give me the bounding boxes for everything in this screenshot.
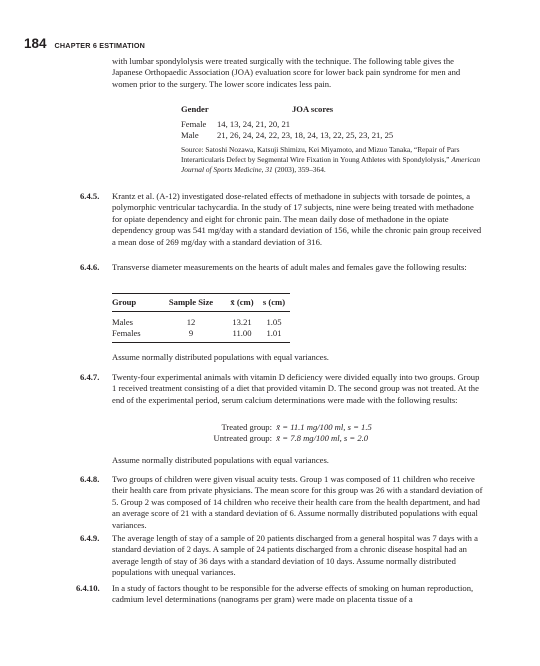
table-row [112,328,290,339]
cell-sd: 1.01 [266,328,282,338]
exercise-text: Twenty-four experimental animals with vitamin D deficiency were divided equally into two groups. Group 1 received treatment consisting of a diet that provided vitamin D. The second group was not treated. At the end of the experimental period, serum calcium determinations were made with the following results: [112,372,480,405]
col-group: Group [112,297,137,307]
joa-scores: 14, 13, 24, 21, 20, 21 [217,119,291,129]
page-header [24,36,145,51]
col-mean: x̄ (cm) [230,297,254,307]
joa-col-gender: Gender [181,104,209,114]
exercise-number: 6.4.7. [80,372,100,382]
table-header-rule [112,311,290,312]
cell-group: Males [112,317,134,327]
source-text: Source: Satoshi Nozawa, Katsuji Shimizu, Kei Miyamoto, and Mizuo Tanaka, “Repair of Pars Interarticularis Defect by Segmental Wire Fixation in Young Athletes with Spondylolysis,” [181,145,460,165]
treated-stats [200,422,372,433]
exercise-number: 6.4.10. [76,583,100,593]
table-top-rule [112,293,290,294]
untreated-label: Untreated group: [213,433,272,443]
cell-n: 9 [188,328,194,338]
joa-row-male [181,130,393,141]
exercise-text: Transverse diameter measurements on the hearts of adult males and females gave the following results: [112,262,467,272]
untreated-stats [200,433,368,444]
exercise-number: 6.4.5. [80,191,100,201]
page-number: 184 [24,36,47,51]
exercise-number: 6.4.6. [80,262,100,272]
exercise-text: The average length of stay of a sample of 20 patients discharged from a general hospital was 7 days with a standard deviation of 2 days. A sample of 24 patients discharged from a chronic disease hospital had an average length of stay of 36 days with a standard deviation of 10 days. Assume normally distributed populations with unequal variances. [112,533,478,578]
exercise-note: Assume normally distributed populations with equal variances. [112,352,329,362]
exercise-number: 6.4.9. [80,533,100,543]
cell-mean: 11.00 [232,328,252,338]
chapter-title: CHAPTER 6 ESTIMATION [54,41,146,50]
exercise-text: In a study of factors thought to be responsible for the adverse effects of smoking on human reproduction, cadmium level determinations (nanograms per gram) were made on placenta tissue of a [112,583,474,605]
cell-sd: 1.05 [266,317,282,327]
joa-source [181,145,481,176]
exercise-note: Assume normally distributed populations with equal variances. [112,455,329,465]
col-sd: s (cm) [262,297,286,307]
joa-scores: 21, 26, 24, 24, 22, 23, 18, 24, 13, 22, 25, 23, 21, 25 [217,130,394,140]
joa-col-scores: JOA scores [292,104,334,114]
joa-gender: Female [181,119,207,129]
table-header-row [112,297,290,308]
exercise-text: Two groups of children were given visual acuity tests. Group 1 was composed of 11 children who receive their health care from private physicians. The mean score for this group was 26 with a standard deviation of 5. Group 2 was composed of 14 children who receive their health care from the health department, and had an average score of 21 with a standard deviation of 6. Assume normally distributed populations with equal variances. [112,474,483,530]
cell-n: 12 [186,317,196,327]
exercise-text: Krantz et al. (A-12) investigated dose-related effects of methadone in subjects with torsade de pointes, a polymorphic ventricular tachycardia. In the study of 17 subjects, nine were being treated with methadone for opiate dependency and eight for chronic pain. The mean daily dose of methadone in the opiate dependency group was 541 mg/day with a standard deviation of 156, while the chronic pain group received a mean dose of 269 mg/day with a standard deviation of 316. [112,191,482,247]
source-tail: (2003), 359–364. [274,165,326,175]
exercise-number: 6.4.8. [80,474,100,484]
col-sample-size: Sample Size [168,297,214,307]
cell-group: Females [112,328,141,338]
heart-diameter-table [112,293,290,343]
cell-mean: 13.21 [232,317,252,327]
joa-row-female [181,119,290,130]
table-row [112,317,290,328]
source-journal: American Journal of Sports Medicine, 31 [181,155,481,175]
intro-paragraph: with lumbar spondylolysis were treated surgically with the technique. The following table gives the Japanese Orthopaedic Association (JOA) evaluation score for lower back pain syndrome for men and women prior to the surgery. The lower score indicates less pain. [112,56,461,89]
joa-gender: Male [181,130,199,140]
table-bottom-rule [112,342,290,343]
untreated-value: x̄ = 7.8 mg/100 ml, s = 2.0 [276,433,369,443]
treated-label: Treated group: [221,422,272,432]
treated-value: x̄ = 11.1 mg/100 ml, s = 1.5 [276,422,372,432]
